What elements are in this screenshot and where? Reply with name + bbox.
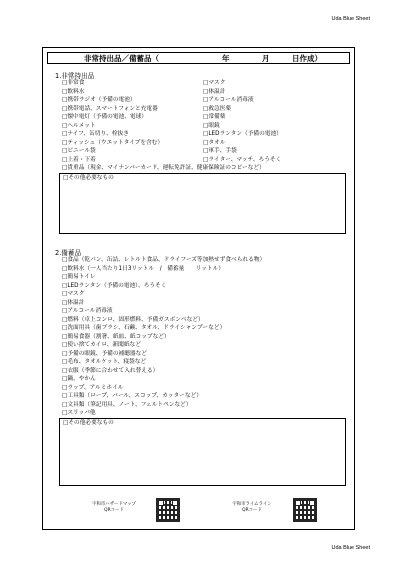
checklist-item[interactable]: □ヘルメット (62, 122, 96, 129)
checklist-item[interactable]: □上着・下着 (62, 156, 96, 163)
checklist-item[interactable]: □非常食 (62, 80, 85, 86)
checklist-item[interactable]: □スリッパ他 (62, 410, 96, 416)
checklist-item[interactable]: □ラップ、アルミホイル (62, 384, 124, 391)
checklist-item[interactable]: □洗面用具（歯ブラシ、石鹸、タオル、ドライシャンプーなど） (62, 325, 226, 331)
checklist-item[interactable]: □救急医薬 (203, 105, 232, 112)
checklist-item[interactable]: □軍手、手袋 (203, 148, 237, 154)
checklist-item[interactable]: □飲料水（一人当たり1日3リットル / 備蓄量 リットル） (62, 265, 224, 272)
title-suffix: 日作成） (292, 54, 322, 63)
checklist-item[interactable]: □食品（乾パン、缶詰、レトルト食品、ドライフーズ等加熱せず食べられる物） (62, 257, 266, 263)
checklist-item[interactable]: □鍋、やかん (62, 376, 96, 382)
checklist-item-valuables[interactable]: □貴重品（現金、マイナンバーカード、運転免許証、健康保険証のコピーなど） (62, 165, 265, 171)
checklist-item[interactable]: □LEDランタン（予備の電池） (203, 131, 282, 137)
timeline-qr-sub: QRコード (242, 508, 262, 513)
checklist-item[interactable]: □ティッシュ（ウエットタイプを含む） (62, 139, 164, 146)
section2-heading: 2.備蓄品 (55, 249, 82, 257)
header-brand: Uda Blue Sheet (331, 16, 370, 22)
hazard-map-qr-code[interactable] (156, 498, 180, 522)
checklist-item[interactable]: □常備薬 (203, 114, 226, 120)
checklist-item[interactable]: □LEDランタン（予備の電池）、ろうそく (62, 282, 167, 289)
checklist-item[interactable]: □文具類（筆記用具、ノート、フェルトペンなど） (62, 401, 192, 408)
checklist-item[interactable]: □使い捨てカイロ、新聞紙など (62, 342, 141, 348)
checklist-item[interactable]: □携帯電話、スマートフォンと充電器 (62, 105, 158, 112)
checklist-item[interactable]: □アルコール消毒液 (62, 308, 113, 314)
checklist-item[interactable]: □衣服（季節に合わせて入れ替える） (62, 367, 159, 374)
checklist-item[interactable]: □工具類（ロープ、バール、スコップ、カッターなど） (62, 393, 202, 399)
timeline-qr-label (217, 502, 287, 514)
timeline-qr-code[interactable] (293, 498, 317, 522)
title-year: 年 (222, 54, 230, 63)
title-main: 非常持出品／備蓄品（ (84, 54, 159, 63)
footer-brand: Uda Blue Sheet (331, 545, 370, 551)
checklist-item[interactable]: □予備の眼鏡、予備の補聴器など (62, 350, 147, 357)
checklist-item[interactable]: □ビニール袋 (62, 148, 96, 154)
checklist-item[interactable]: □タオル (203, 139, 226, 146)
checklist-item[interactable]: □アルコール消毒液 (203, 97, 254, 103)
checklist-item[interactable]: □毛布、タオルケット、寝袋など (62, 359, 147, 365)
other-items-box-1[interactable] (59, 173, 346, 234)
title-month: 月 (262, 54, 270, 63)
checklist-item[interactable]: □簡易トイレ (62, 274, 96, 280)
other-items-label: □その他必要なもの (63, 419, 114, 426)
hazard-map-qr-label (79, 502, 149, 514)
timeline-qr-title: 宇和市ライムライン (232, 502, 272, 507)
checklist-item[interactable]: □燃料（卓上コンロ、固形燃料、予備ガスボンベなど） (62, 316, 204, 323)
checklist-item[interactable]: □眼鏡 (203, 122, 220, 129)
checklist-item[interactable]: □懐中電灯（予備の電池、電球） (62, 114, 147, 120)
checklist-sheet (42, 47, 355, 530)
checklist-item[interactable]: □マスク (203, 80, 226, 86)
checklist-item[interactable]: □マスク (62, 291, 85, 297)
checklist-item[interactable]: □ナイフ、缶切り、栓抜き (62, 131, 129, 137)
hazard-map-qr-title: 宇和市ハザードマップ (92, 502, 136, 507)
other-items-label: □その他必要なもの (63, 174, 114, 181)
other-items-box-2[interactable] (59, 418, 346, 486)
hazard-map-qr-sub: QRコード (104, 508, 124, 513)
checklist-item[interactable]: □ライター、マッチ、ろうそく (203, 156, 282, 163)
checklist-item[interactable]: □体温計 (62, 299, 85, 306)
checklist-item[interactable]: □携帯ラジオ（予備の電池） (62, 97, 136, 103)
checklist-item[interactable]: □飲料水 (62, 88, 85, 95)
checklist-item[interactable]: □体温計 (203, 88, 226, 95)
page-title (47, 52, 350, 64)
checklist-item[interactable]: □簡易食器（割箸、紙皿、紙コップなど） (62, 333, 170, 340)
section1-heading: 1.非常持出品 (55, 72, 95, 80)
